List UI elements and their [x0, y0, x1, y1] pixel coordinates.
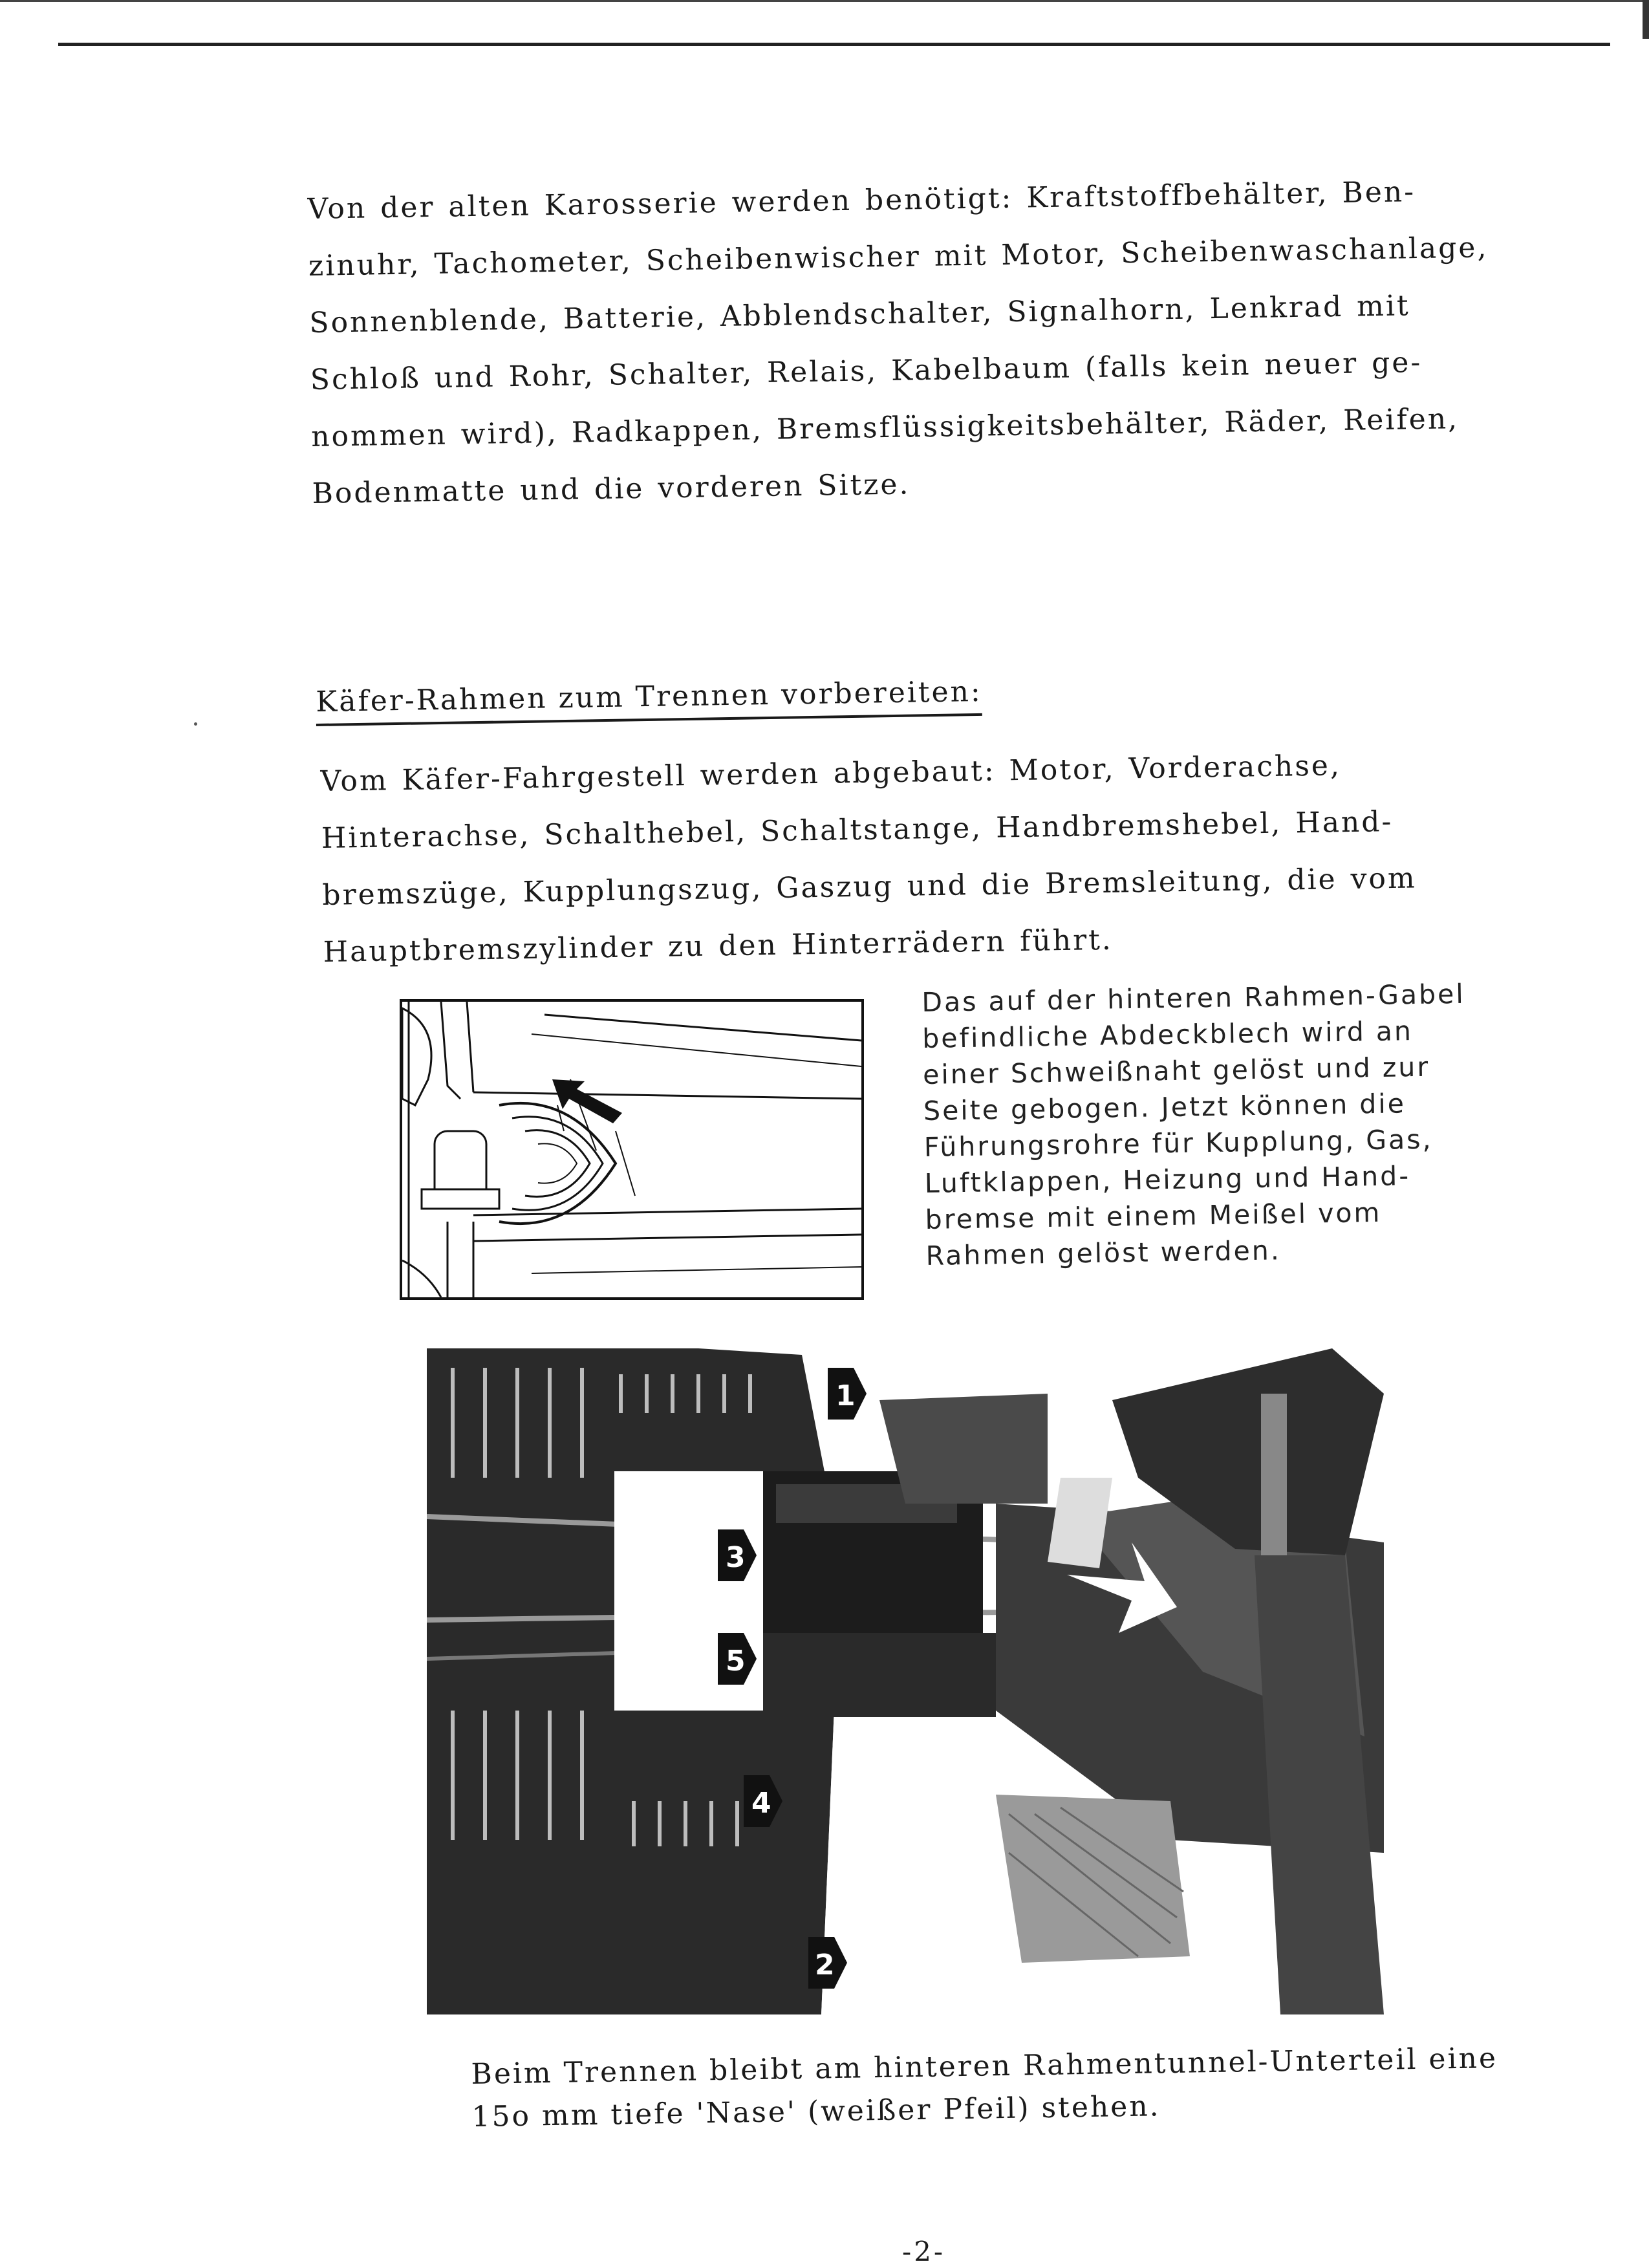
figure1-caption [921, 975, 1527, 1274]
caption-line: Führungsrohre für Kupplung, Gas, [923, 1123, 1433, 1163]
frame-fork-drawing [400, 999, 864, 1300]
text-line: Sonnenblende, Batterie, Abblendschalter, Signalhorn, Lenkrad mit [309, 289, 1411, 340]
caption-line: befindliche Abdeckblech wird an [921, 1015, 1414, 1054]
text-line: Hauptbremszylinder zu den Hinterrädern führt. [323, 923, 1114, 969]
text-line: Bodenmatte und die vorderen Sitze. [312, 468, 911, 510]
text-line: nommen wird), Radkappen, Bremsflüssigkeitsbehälter, Räder, Reifen, [310, 402, 1460, 453]
caption-line: Beim Trennen bleibt am hinteren Rahmentunnel-Unterteil eine [471, 2042, 1498, 2091]
caption-line: Rahmen gelöst werden. [925, 1235, 1282, 1271]
svg-text:4: 4 [751, 1787, 771, 1820]
svg-text:1: 1 [835, 1379, 856, 1412]
caption-line: bremse mit einem Meißel vom [925, 1196, 1382, 1235]
scan-speck [194, 722, 197, 726]
caption-line: Luftklappen, Heizung und Hand- [924, 1160, 1411, 1199]
figure2-caption [471, 2036, 1533, 2139]
svg-text:2: 2 [815, 1949, 835, 1982]
frame-cut-photo [427, 1348, 1384, 2014]
text-line: Vom Käfer-Fahrgestell werden abgebaut: Motor, Vorderachse, [320, 749, 1342, 798]
paragraph-removed-parts [320, 735, 1481, 981]
paragraph-required-parts [307, 162, 1515, 523]
text-line: Hinterachse, Schalthebel, Schaltstange, Handbremshebel, Hand- [321, 805, 1394, 855]
text-line: bremszüge, Kupplungszug, Gaszug und die Bremsleitung, die vom [322, 861, 1417, 912]
caption-line: Das auf der hinteren Rahmen-Gabel [921, 978, 1466, 1018]
text-line: zinuhr, Tachometer, Scheibenwischer mit Motor, Scheibenwaschanlage, [308, 231, 1489, 283]
scan-edge-mark [1643, 0, 1649, 39]
caption-line: Seite gebogen. Jetzt können die [923, 1088, 1406, 1127]
caption-line: 15o mm tiefe 'Nase' (weißer Pfeil) stehen. [471, 2090, 1161, 2133]
page-number: -2- [902, 2236, 946, 2267]
svg-text:5: 5 [726, 1645, 746, 1678]
text-line: Von der alten Karosserie werden benötigt: Kraftstoffbehälter, Ben- [307, 175, 1416, 226]
text-line: Schloß und Rohr, Schalter, Relais, Kabelbaum (falls kein neuer ge- [310, 345, 1423, 396]
header-rule [58, 43, 1610, 46]
svg-text:3: 3 [726, 1541, 746, 1574]
caption-line: einer Schweißnaht gelöst und zur [922, 1051, 1430, 1090]
section-heading: Käfer-Rahmen zum Trennen vorbereiten: [316, 675, 982, 726]
page-top-edge [0, 0, 1649, 2]
